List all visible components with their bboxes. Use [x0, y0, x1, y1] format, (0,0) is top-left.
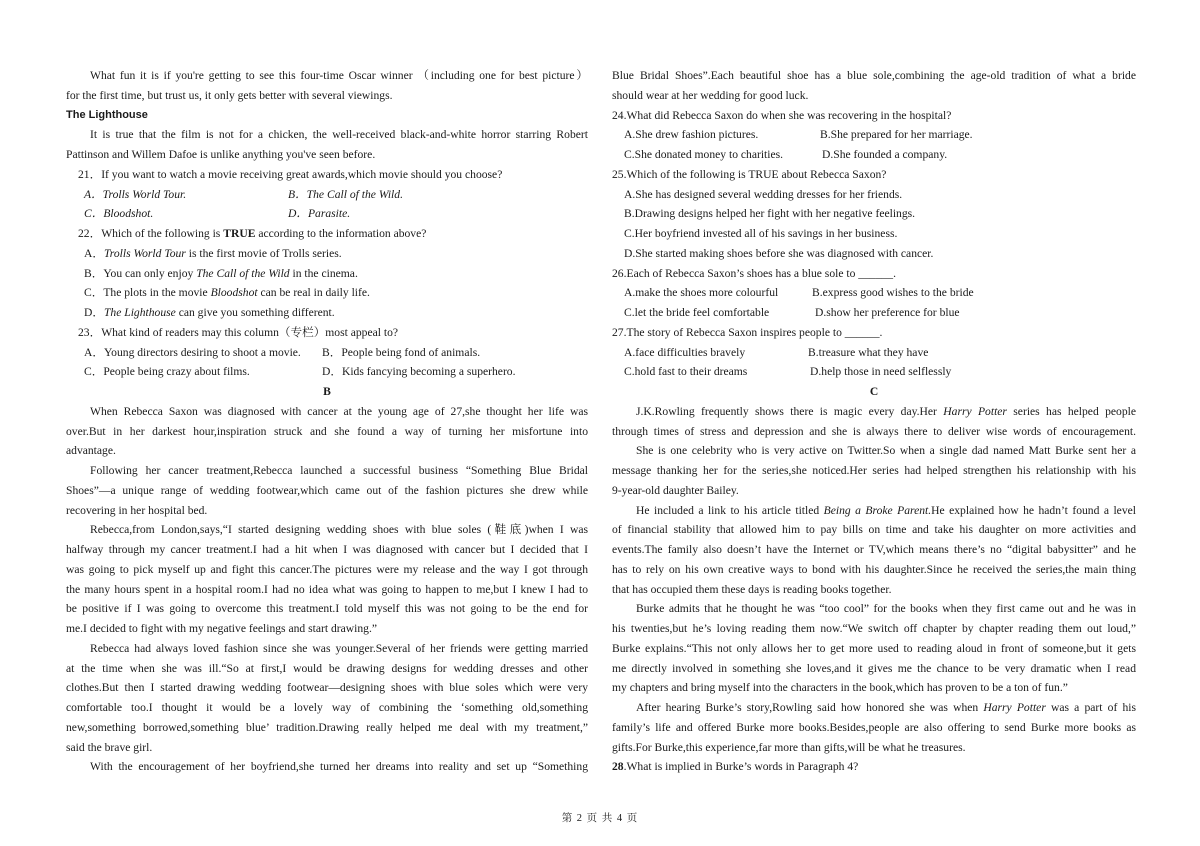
question-21-options-row-1	[66, 185, 588, 205]
text-line: Following her cancer treatment,Rebecca launched a successful business “Something Blue Bridal	[90, 464, 588, 477]
text-line: of financial stability that allowed him to pay bills on time and take his daughter on more activities and	[612, 523, 1136, 537]
text-line: message thanking her for the series,she noticed.Her series had helped strengthen his relationship with his	[612, 464, 1136, 477]
text-line: my chapters and bring myself into the characters in the book,which has proven to be a ton of fun.”	[612, 681, 1068, 695]
option-25-c: C.Her boyfriend invested all of his savings in her business.	[624, 227, 898, 240]
text-line: me directly involved in something she loves,and it gives me the chance to be very dramatic when I read	[612, 661, 1136, 675]
text-line: through times of stress and depression and she is always there to deliver wise words of encouragement.	[612, 424, 1136, 438]
text-line: comfortable too.I thought it would be a lovely way of combining the ‘something old,something	[66, 701, 588, 714]
question-23: 23．What kind of readers may this column（专栏）most appeal to?	[78, 325, 399, 339]
question-23-options-row-1	[66, 343, 588, 363]
page-footer: 第 2 页 共 4 页	[561, 813, 639, 824]
text-line: for the first time, but trust us, it only gets better with several viewings.	[66, 88, 393, 102]
question-24-options-row-1	[612, 125, 1136, 145]
text-line: has to rely on his own creative ways to bond with his daughter.Since he received the series,the main thing	[612, 562, 1136, 576]
option-27-c: C.hold fast to their dreams	[624, 365, 748, 379]
option-22-c: C．The plots in the movie Bloodshot can be real in daily life.	[84, 286, 370, 300]
text-line: should wear at her wedding for good luck.	[612, 88, 809, 102]
right-column	[612, 66, 1136, 777]
question-22: 22．Which of the following is TRUE according to the information above?	[78, 227, 427, 240]
section-title-lighthouse: The Lighthouse	[66, 108, 148, 121]
question-28: 28.What is implied in Burke’s words in Paragraph 4?	[612, 760, 859, 774]
text-line: Rebecca had always loved fashion since she was younger.Several of her friends were getting married	[90, 641, 588, 655]
text-line: advantage.	[66, 444, 116, 458]
section-heading-b: B	[323, 385, 331, 398]
text-line: was going to pick myself up and fight this cancer.The pictures were my release and the way I got through	[66, 562, 588, 576]
text-line: J.K.Rowling frequently shows there is magic every day.Her Harry Potter series has helped people	[636, 404, 1136, 418]
text-line: over.But in her darkest hour,inspiration struck and she found a way of turning her misfortune into	[66, 424, 588, 438]
question-21: 21．If you want to watch a movie receiving great awards,which movie should you choose?	[78, 167, 503, 181]
text-line: It is true that the film is not for a chicken, the well-received black-and-white horror starring Robert	[90, 128, 588, 142]
text-line: his twenties,but he’s loving reading them now.“We switch off chapter by chapter reading them out loud,”	[612, 622, 1136, 635]
text-line: said the brave girl.	[66, 740, 153, 754]
text-line: that has occupied them these days is reading books together.	[612, 582, 892, 596]
text-line: Burke admits that he thought he was “too cool” for the books when they first came out and he was in	[636, 602, 1136, 616]
text-line: With the encouragement of her boyfriend,she turned her dreams into reality and set up “Something	[90, 760, 588, 774]
text-line: When Rebecca Saxon was diagnosed with cancer at the young age of 27,she thought her life was	[90, 404, 588, 418]
option-26-d: D.show her preference for blue	[815, 306, 960, 319]
text-line: Blue Bridal Shoes”.Each beautiful shoe has a blue sole,combining the age-old tradition of what a bride	[612, 69, 1136, 82]
text-line: halfway through my cancer treatment.I had a hit when I was diagnosed with cancer but I decided that I	[66, 543, 588, 556]
text-line: new,something borrowed,something blue’ tradition.Drawing really helped me deal with my treatment,”	[66, 720, 588, 734]
question-24-options-row-2	[612, 145, 1136, 165]
question-26-options-row-2	[612, 303, 1136, 323]
option-26-b: B.express good wishes to the bride	[812, 286, 974, 300]
option-23-a: A．Young directors desiring to shoot a movie.	[84, 345, 301, 359]
option-26-c: C.let the bride feel comfortable	[624, 306, 770, 319]
question-23-options-row-2	[66, 362, 588, 382]
option-21-d: D．Parasite.	[288, 207, 351, 221]
question-25: 25.Which of the following is TRUE about Rebecca Saxon?	[612, 167, 887, 181]
question-26: 26.Each of Rebecca Saxon’s shoes has a blue sole to ______.	[612, 266, 896, 280]
option-23-d: D．Kids fancying becoming a superhero.	[322, 365, 516, 379]
text-line: He included a link to his article titled Being a Broke Parent.He explained how he hadn’t found a level	[636, 503, 1136, 517]
option-27-a: A.face difficulties bravely	[624, 345, 746, 359]
question-27-options-row-2	[612, 362, 1136, 382]
option-22-a: A．Trolls World Tour is the first movie of Trolls series.	[84, 246, 342, 260]
option-24-a: A.She drew fashion pictures.	[624, 128, 759, 142]
text-line: After hearing Burke’s story,Rowling said how honored she was when Harry Potter was a part of his	[636, 701, 1137, 714]
option-24-d: D.She founded a company.	[822, 148, 948, 161]
text-line: at the time when she was ill.“So at first,I would be drawing designs for wedding dresses and other	[66, 661, 588, 675]
text-line: gifts.For Burke,this experience,far more than gifts,will be what he treasures.	[612, 740, 966, 754]
text-line: She is one celebrity who is very active on Twitter.So when a single dad named Matt Burke sent her a	[636, 444, 1136, 458]
option-25-b: B.Drawing designs helped her fight with her negative feelings.	[624, 207, 916, 221]
option-21-c: C．Bloodshot.	[84, 207, 154, 221]
text-line: What fun it is if you're getting to see this four-time Oscar winner （including one for best picture）	[90, 69, 588, 82]
option-21-b: B．The Call of the Wild.	[288, 187, 403, 201]
text-line: Rebecca,from London,says,“I started designing wedding shoes with blue soles (鞋底)when I was	[90, 523, 588, 537]
text-line: recovering in her hospital bed.	[66, 503, 208, 517]
text-line: Shoes”—a unique range of wedding footwear,which came out of the fashion pictures she drew while	[66, 483, 588, 497]
left-column	[66, 66, 588, 777]
option-25-d: D.She started making shoes before she was diagnosed with cancer.	[624, 246, 934, 260]
option-21-a: A．Trolls World Tour.	[84, 187, 187, 201]
question-21-options-row-2	[66, 204, 588, 224]
option-24-c: C.She donated money to charities.	[624, 148, 784, 161]
question-26-options-row-1	[612, 283, 1136, 303]
question-27: 27.The story of Rebecca Saxon inspires people to ______.	[612, 325, 883, 339]
text-line: the many hours spent in a hospital room.I had no idea what was going to happen to me,but I knew I had to	[66, 582, 588, 596]
option-26-a: A.make the shoes more colourful	[624, 286, 779, 300]
text-line: Burke explains.“This not only allows her to get more used to reading aloud in front of someone,but it gets	[612, 641, 1136, 655]
option-23-b: B．People being fond of animals.	[322, 345, 481, 359]
question-24: 24.What did Rebecca Saxon do when she was recovering in the hospital?	[612, 108, 952, 122]
option-24-b: B.She prepared for her marriage.	[820, 128, 973, 142]
text-line: family’s life and offered Burke more books.Besides,people are also offering to send Burke more books as	[612, 720, 1136, 734]
option-25-a: A.She has designed several wedding dresses for her friends.	[624, 187, 903, 201]
question-27-options-row-1	[612, 343, 1136, 363]
section-heading-c: C	[869, 385, 879, 398]
option-27-d: D.help those in need selflessly	[810, 365, 952, 379]
option-27-b: B.treasure what they have	[808, 345, 929, 359]
option-23-c: C．People being crazy about films.	[84, 365, 250, 379]
option-22-d: D．The Lighthouse can give you something different.	[84, 306, 335, 319]
text-line: be positive if I was going to overcome this treatment.I told myself this was not going to be the end for	[66, 602, 588, 616]
text-line: clothes.But then I started drawing wedding footwear—designing shoes with blue soles which were very	[66, 681, 588, 695]
text-line: me.I decided to fight with my negative feelings and start drawing.”	[66, 622, 378, 635]
text-line: 9-year-old daughter Bailey.	[612, 483, 739, 497]
text-line: events.The family also doesn’t have the Internet or TV,which means there’s no “digital babysitter” and he	[612, 543, 1136, 556]
option-22-b: B．You can only enjoy The Call of the Wild in the cinema.	[84, 266, 358, 280]
text-line: Pattinson and Willem Dafoe is unlike anything you've seen before.	[66, 148, 376, 161]
